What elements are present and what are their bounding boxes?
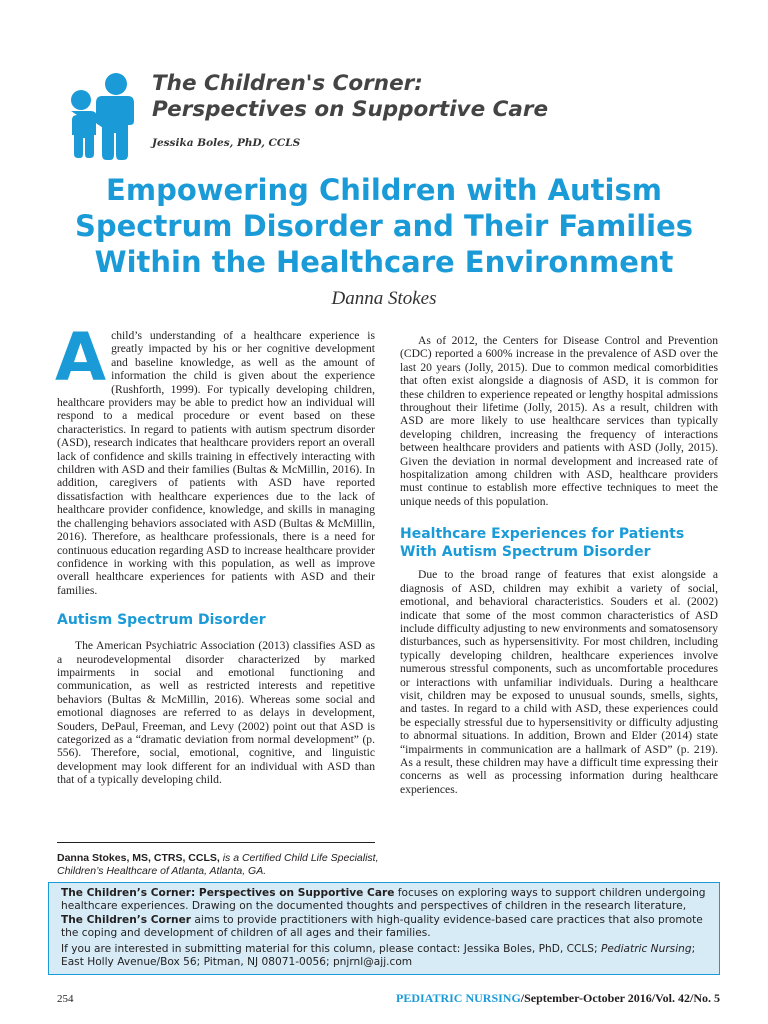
article-title-line1: Empowering Children with Autism [106, 173, 662, 207]
section-heading-healthcare-experiences [400, 525, 718, 561]
info-box-column-name: The Children’s Corner: Perspectives on Supportive Care [61, 887, 395, 899]
affiliation-institution: Children’s Healthcare of Atlanta, Atlanta, GA. [57, 865, 267, 877]
healthcare-experiences-paragraph: Due to the broad range of features that exist alongside a diagnosis of ASD, children may exhibit a variety of social, emotional, and behavioral characteristics. Souders et al. (2002) indicate that some of the most common characteristics of ASD include difficulty adjusting to new environments and somatosensory disturbances, such as hypersensitivity. For most children, including typically developing children, healthcare experiences involve numerous stressful components, such as uncomfortable procedures or interactions with unfamiliar individuals. During a healthcare visit, children may be exposed to unusual sounds, smells, sights, and tastes. In regard to a child with ASD, these experiences could be especially stressful due to hypersensitivity or difficulty adjusting to abnormal situations. In addition, Brown and Elder (2014) state “impairments in communication are a hallmark of ASD” (p. 219). As a result, these children may have a difficult time expressing their concerns as well as processing information during healthcare experiences. [400, 568, 718, 796]
affiliation-divider [57, 842, 375, 843]
drop-cap: A [55, 319, 107, 396]
info-box-contact-address: ; East Holly Avenue/Box 56; Pitman, NJ 08071-0056; pnjrnl@ajj.com [61, 943, 696, 969]
journal-issue: /September-October 2016/Vol. 42/No. 5 [520, 991, 720, 1005]
info-box-column-name-short: The Children’s Corner [61, 913, 192, 926]
page-number: 254 [57, 993, 74, 1005]
section-heading-asd: Autism Spectrum Disorder [57, 612, 266, 629]
column-title-line2: Perspectives on Supportive Care [152, 97, 549, 122]
column-info-box [48, 882, 720, 975]
article-title-line3: Within the Healthcare Environment [94, 245, 674, 279]
info-box-contact [61, 943, 707, 970]
info-box-text-1: focuses on exploring ways to support children undergoing healthcare experiences. Drawing on the documented thoughts and perspectives of children in the research literature, [61, 887, 706, 913]
column-editor: Jessika Boles, PhD, CCLS [152, 137, 301, 149]
info-box-journal: Pediatric Nursing [600, 943, 692, 956]
two-children-logo-icon [56, 70, 148, 162]
right-column [400, 334, 718, 796]
article-author: Danna Stokes [331, 288, 437, 309]
article-title-line2: Spectrum Disorder and Their Families [74, 209, 694, 243]
info-box-description [61, 887, 707, 940]
column-title [152, 71, 672, 123]
left-column [55, 319, 375, 787]
info-box-text-2: aims to provide practitioners with high-quality evidence-based care practices that also promote the coping and development of children of all ages and their families. [61, 913, 703, 939]
article-title [40, 172, 728, 280]
affiliation-name: Danna Stokes, MS, CTRS, CCLS, [57, 852, 220, 864]
affiliation-role: is a Certified Child Life Specialist, [219, 852, 379, 864]
section-heading-line2: With Autism Spectrum Disorder [400, 544, 651, 561]
info-box-contact-text: If you are interested in submitting material for this column, please contact: Jessika Boles, PhD, CCLS; [61, 943, 601, 956]
author-affiliation [57, 852, 387, 878]
column-title-line1: The Children's Corner: [152, 71, 423, 96]
prevalence-paragraph: As of 2012, the Centers for Disease Control and Prevention (CDC) reported a 600% increase in the prevalence of ASD over the last 20 years (Jolly, 2015). Due to common medical comorbidities that often exist alongside a diagnosis of ASD, it is common for these children to experience repeated or lengthy hospital admissions throughout their lifetime (Jolly, 2015). As a result, children with ASD are more likely to use healthcare services than typically developing children, increasing the frequency of interactions between healthcare providers and patients with ASD (Jolly, 2015). Given the deviation in normal development and increased rate of hospitalization among children with ASD, healthcare providers must continue to establish more effective techniques to meet the unique needs of this population. [400, 334, 718, 508]
journal-name: PEDIATRIC NURSING [396, 991, 521, 1005]
intro-paragraph: child’s understanding of a healthcare experience is greatly impacted by his or her cognitive development and baseline knowledge, as well as the amount of information the child is given about the experience (Rushforth, 1999). For typically developing children, healthcare providers may be able to predict how an individual will respond to a medical procedure or event based on these characteristics. In regard to patients with autism spectrum disorder (ASD), research indicates that healthcare providers report an overall lack of confidence and skills training in effectively interacting with children with ASD and their families (Bultas & McMillin, 2016). In addition, caregivers of patients with ASD have reported dissatisfaction with healthcare experiences due to the lack of healthcare provider confidence, knowledge, and skills in managing the challenging behaviors associated with ASD (Bultas & McMillin, 2016). Therefore, as healthcare professionals, there is a need for continuous education regarding ASD to increase healthcare provider confidence in working with this population, as well as improve overall healthcare experiences for patients with ASD and their families. [57, 329, 375, 597]
section-heading-line1: Healthcare Experiences for Patients [400, 526, 685, 543]
asd-paragraph: The American Psychiatric Association (2013) classifies ASD as a neurodevelopmental disorder characterized by marked impairments in social and emotional functioning and communication, as well as restricted interests and repetitive behaviors (Bultas & McMillin, 2016). Whereas some social and emotional diagnoses are referred to as delays in development, Souders, DePaul, Freeman, and Levy (2002) point out that ASD is categorized as a “dramatic deviation from normal development” (p. 556). Therefore, social, emotional, cognitive, and linguistic development may look different for an individual with ASD than that of a typically developing child. [57, 639, 375, 787]
journal-footer [396, 991, 720, 1006]
